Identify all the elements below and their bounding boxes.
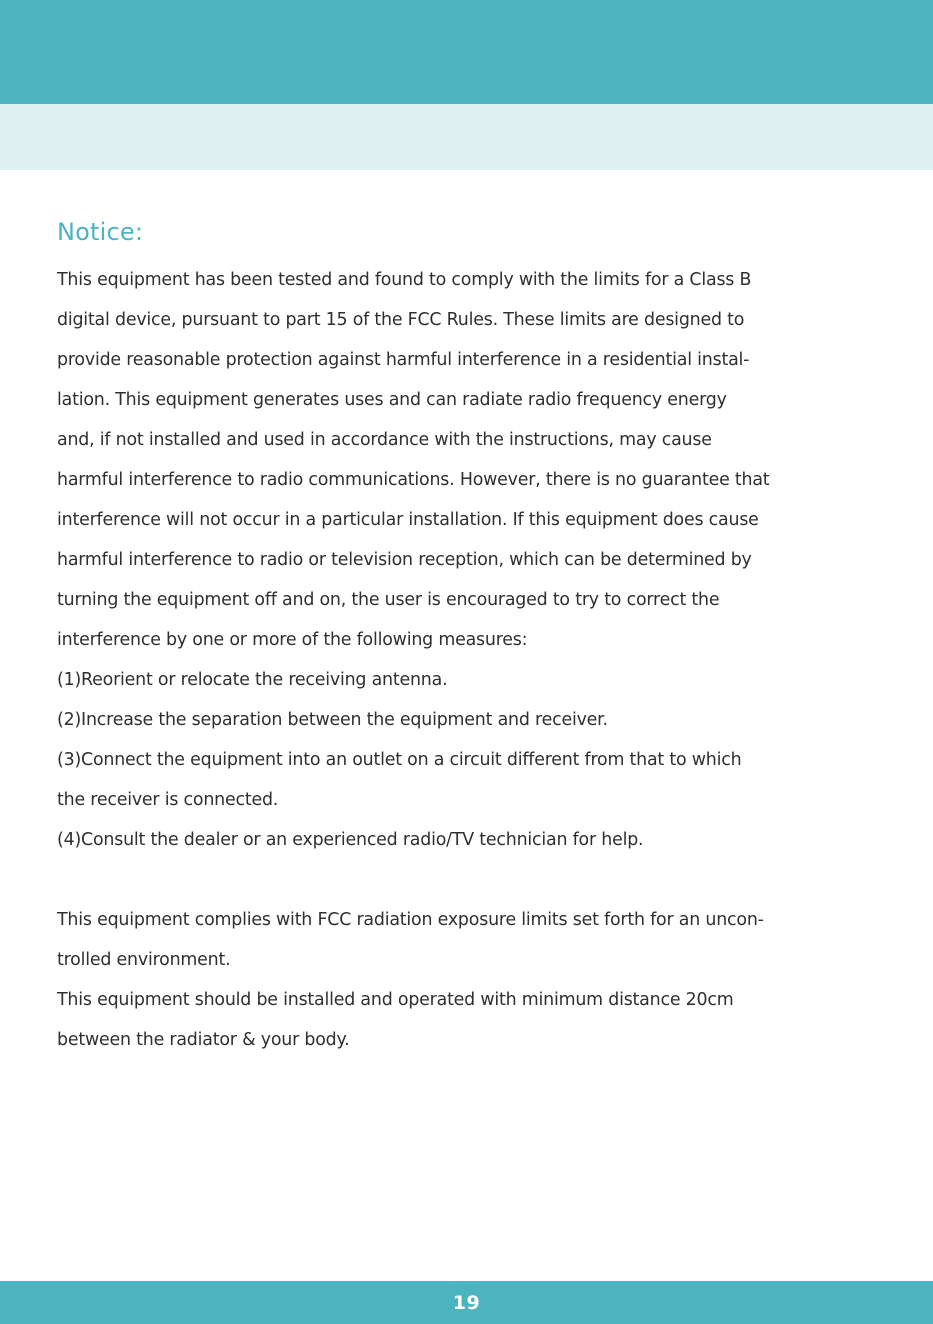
measure-item: (1)Reorient or relocate the receiving antenna. [57, 670, 448, 690]
exposure-line: between the radiator & your body. [57, 1030, 350, 1050]
notice-line: turning the equipment off and on, the user is encouraged to try to correct the [57, 590, 720, 610]
notice-line: harmful interference to radio or television reception, which can be determined by [57, 550, 752, 570]
page-number: 19 [452, 1291, 481, 1314]
notice-line: interference will not occur in a particular installation. If this equipment does cause [57, 510, 759, 530]
notice-line: harmful interference to radio communications. However, there is no guarantee that [57, 470, 770, 490]
notice-line: lation. This equipment generates uses and can radiate radio frequency energy [57, 390, 727, 410]
header-subband [0, 104, 933, 170]
notice-line: This equipment has been tested and found to comply with the limits for a Class B [57, 270, 752, 290]
measure-item: (4)Consult the dealer or an experienced radio/TV technician for help. [57, 830, 644, 850]
measure-item: the receiver is connected. [57, 790, 279, 810]
exposure-line: This equipment should be installed and operated with minimum distance 20cm [57, 990, 734, 1010]
footer-band [0, 1281, 933, 1324]
measure-item: (3)Connect the equipment into an outlet on a circuit different from that to which [57, 750, 742, 770]
notice-line: interference by one or more of the following measures: [57, 630, 528, 650]
measure-item: (2)Increase the separation between the equipment and receiver. [57, 710, 608, 730]
notice-line: and, if not installed and used in accordance with the instructions, may cause [57, 430, 712, 450]
notice-line: digital device, pursuant to part 15 of the FCC Rules. These limits are designed to [57, 310, 745, 330]
paragraph-spacer [57, 860, 907, 900]
notice-heading: Notice: [57, 218, 144, 246]
exposure-line: trolled environment. [57, 950, 231, 970]
notice-body [57, 260, 907, 1060]
notice-section [57, 214, 907, 1060]
notice-line: provide reasonable protection against harmful interference in a residential instal- [57, 350, 750, 370]
header-band [0, 0, 933, 104]
exposure-line: This equipment complies with FCC radiation exposure limits set forth for an uncon- [57, 910, 764, 930]
